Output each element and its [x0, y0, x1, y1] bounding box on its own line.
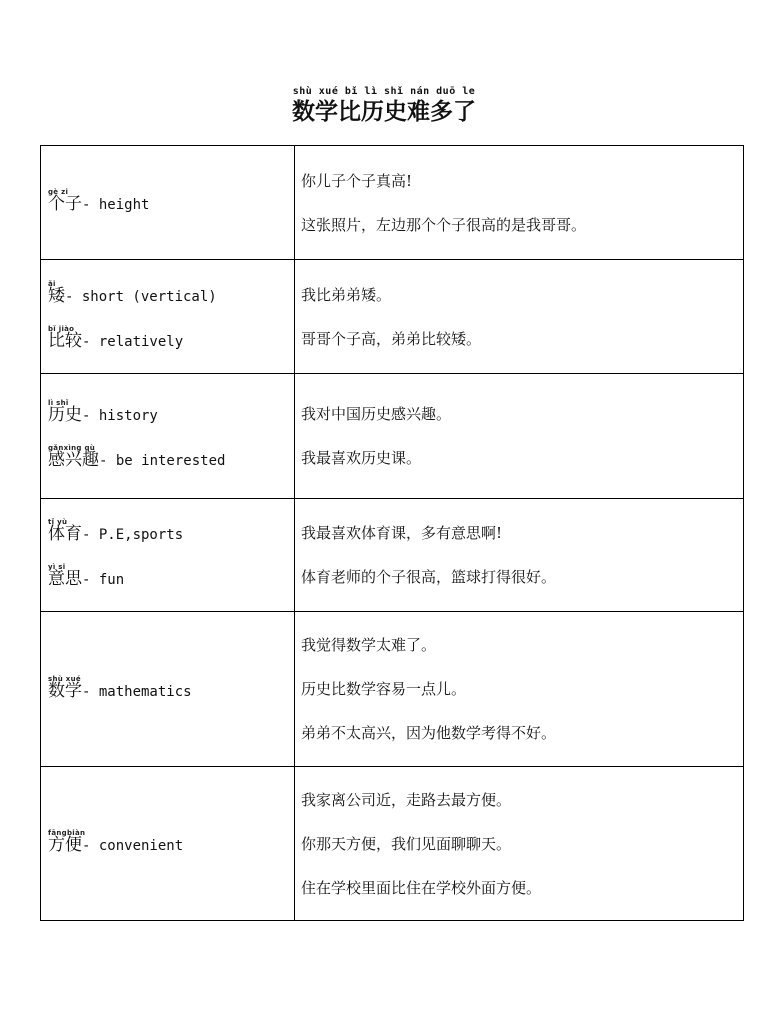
vocab-term [48, 824, 294, 855]
term-cell [41, 260, 295, 374]
term-english: - history [82, 408, 158, 424]
term-pinyin: gǎnxìng qù [48, 444, 96, 452]
example-sentence: 哥哥个子高，弟弟比较矮。 [301, 329, 482, 348]
example-sentence: 我最喜欢体育课，多有意思啊! [301, 524, 503, 542]
example-sentence: 你那天方便，我们见面聊聊天。 [301, 834, 512, 853]
table-row [41, 146, 744, 260]
example-sentence: 我觉得数学太难了。 [301, 636, 437, 654]
term-hanzi: 感兴趣 [48, 450, 99, 470]
term-pinyin: fāngbiàn [48, 829, 86, 837]
term-hanzi: 个子 [48, 194, 82, 214]
example-sentence: 我对中国历史感兴趣。 [301, 405, 452, 423]
term-cell [41, 499, 295, 612]
vocab-term [48, 670, 294, 701]
vocabulary-table [40, 145, 744, 921]
term-hanzi: 方便 [48, 835, 82, 855]
term-english: - be interested [99, 453, 226, 469]
vocab-term [48, 320, 294, 351]
vocab-term [48, 558, 294, 589]
example-sentence: 这张照片，左边那个个子很高的是我哥哥。 [301, 215, 587, 234]
term-pinyin: lì shǐ [48, 399, 69, 407]
term-english: - mathematics [82, 683, 192, 700]
table-row [41, 374, 744, 499]
example-sentence: 我家离公司近，走路去最方便。 [301, 790, 512, 809]
example-sentence: 历史比数学容易一点儿。 [301, 680, 467, 698]
table-row [41, 260, 744, 374]
lesson-header [0, 86, 768, 126]
example-cell [295, 612, 744, 767]
term-pinyin: ǎi [48, 279, 56, 288]
example-sentence: 弟弟不太高兴，因为他数学考得不好。 [301, 724, 557, 742]
table-row [41, 612, 744, 767]
term-cell [41, 374, 295, 499]
term-hanzi: 历史 [48, 405, 82, 425]
term-hanzi: 体育 [48, 524, 82, 544]
example-cell [295, 374, 744, 499]
example-sentence: 你儿子个子真高! [301, 171, 413, 190]
term-pinyin: yì si [48, 563, 66, 571]
vocab-term [48, 394, 294, 425]
example-sentence: 我比弟弟矮。 [301, 285, 392, 304]
term-cell [41, 767, 295, 921]
table-row [41, 767, 744, 921]
term-pinyin: bǐ jiào [48, 324, 75, 333]
term-cell [41, 146, 295, 260]
table-row [41, 499, 744, 612]
term-english: - fun [82, 572, 125, 588]
term-english: - short (vertical) [65, 288, 217, 305]
term-hanzi: 矮 [48, 285, 65, 306]
term-pinyin: tǐ yù [48, 518, 68, 526]
term-english: - relatively [82, 333, 184, 350]
title-pinyin: shù xué bǐ lì shǐ nán duō le [292, 86, 476, 97]
vocab-term [48, 183, 294, 214]
page-title: 数学比历史难多了 [292, 98, 476, 125]
example-sentence: 体育老师的个子很高，篮球打得很好。 [301, 568, 557, 586]
term-hanzi: 比较 [48, 330, 82, 351]
term-english: - height [82, 197, 150, 213]
vocab-term [48, 275, 294, 306]
vocab-term [48, 439, 294, 470]
example-sentence: 住在学校里面比住在学校外面方便。 [301, 878, 542, 897]
term-hanzi: 数学 [48, 680, 82, 701]
example-cell [295, 499, 744, 612]
vocab-term [48, 513, 294, 544]
term-pinyin: gè zi [48, 188, 69, 196]
example-cell [295, 767, 744, 921]
term-cell [41, 612, 295, 767]
term-english: - P.E,sports [82, 527, 184, 543]
term-hanzi: 意思 [48, 569, 82, 589]
example-cell [295, 260, 744, 374]
example-sentence: 我最喜欢历史课。 [301, 449, 422, 467]
term-pinyin: shù xué [48, 674, 81, 683]
example-cell [295, 146, 744, 260]
term-english: - convenient [82, 838, 184, 854]
